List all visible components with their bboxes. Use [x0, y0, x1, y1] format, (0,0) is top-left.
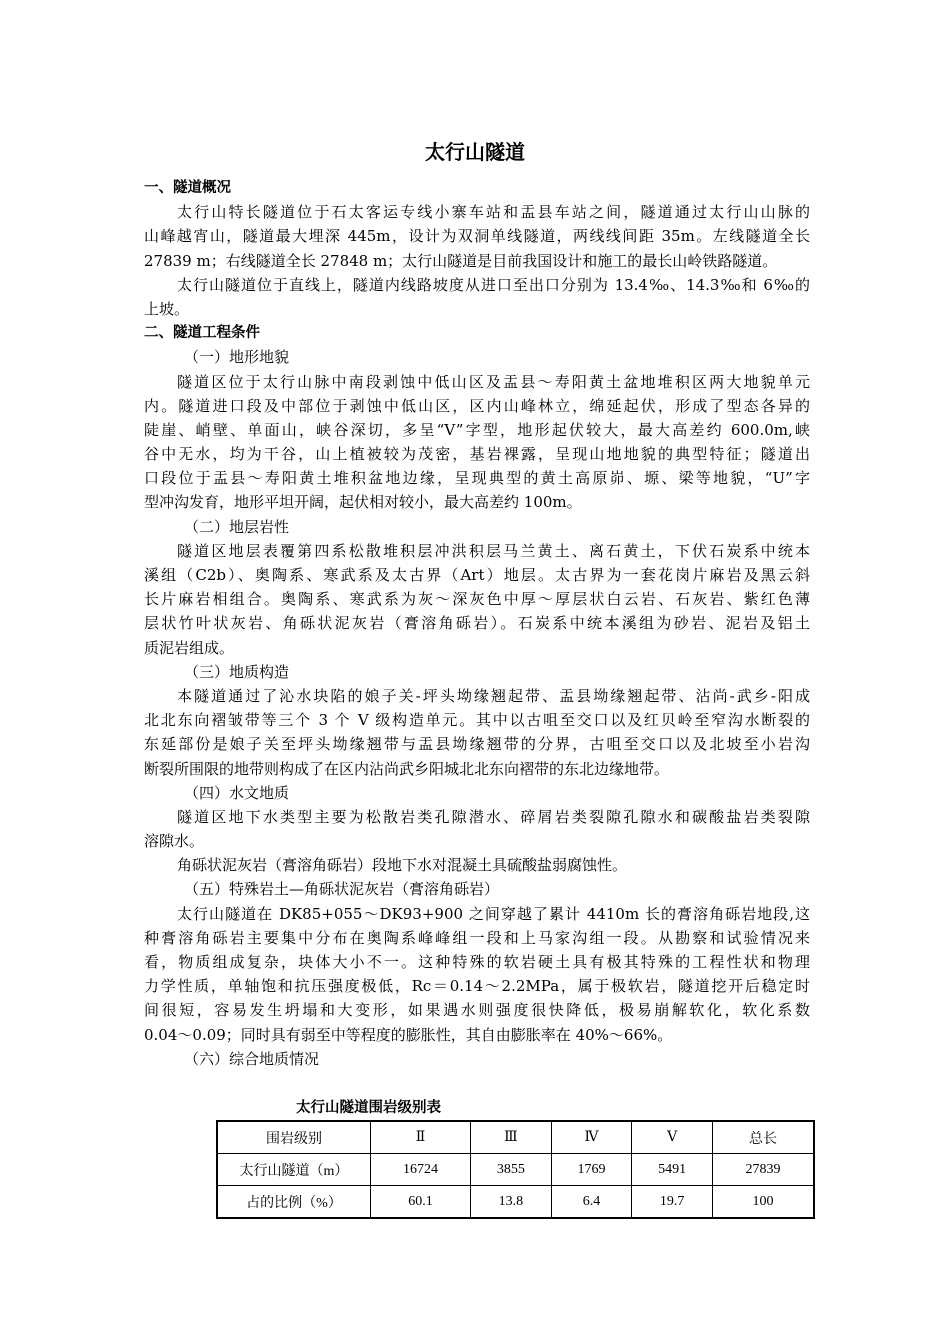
table-cell: 6.4	[551, 1186, 632, 1219]
paragraph-line: 陡崖、峭壁、单面山，峡谷深切，多呈“V”字型，地形起伏较大，最大高差约 600.0m,峡	[144, 420, 810, 439]
table-cell: 27839	[712, 1154, 814, 1186]
paragraph-line: 隧道区地下水类型主要为松散岩类孔隙潜水、碎屑岩类裂隙孔隙水和碳酸盐岩类裂隙	[177, 807, 810, 826]
paragraph-line: 种膏溶角砾岩主要集中分布在奥陶系峰峰组一段和上马家沟组一段。从勘察和试验情况来	[144, 928, 810, 947]
paragraph-line: 东延部份是娘子关至坪头坳缘翘带与盂县坳缘翘带的分界，古咀至交口以及北坡至小岩沟	[144, 735, 810, 754]
document-body	[144, 176, 810, 1071]
paragraph-line: 质泥岩组成。	[144, 638, 235, 657]
paragraph-line: 角砾状泥灰岩（膏溶角砾岩）段地下水对混凝土具硫酸盐弱腐蚀性。	[177, 856, 628, 875]
table-cell: 1769	[551, 1154, 632, 1186]
table-header-cell: 围岩级别	[217, 1121, 371, 1154]
paragraph-line: 看，物质组成复杂，块体大小不一。这种特殊的软岩硬土具有极其特殊的工程性状和物理	[144, 953, 810, 971]
table-cell: 3855	[471, 1154, 552, 1186]
subsection-heading: （一）地形地貌	[184, 348, 290, 367]
paragraph-line: 27839 m；右线隧道全长 27848 m；太行山隧道是目前我国设计和施工的最长山岭铁路隧道。	[144, 251, 778, 270]
rock-grade-table	[216, 1120, 815, 1219]
table-cell: 13.8	[471, 1186, 552, 1219]
paragraph-line: 力学性质，单轴饱和抗压强度极低，Rc＝0.14～2.2MPa，属于极软岩，隧道挖开后稳定时	[144, 977, 810, 996]
paragraph-line: 内。隧道进口段及中部位于剥蚀中低山区，区内山峰林立，绵延起伏，形成了型态各异的	[144, 396, 810, 415]
table-cell: 5491	[632, 1154, 713, 1186]
table-header-cell: 总长	[712, 1121, 814, 1154]
paragraph-line: 断裂所围限的地带则构成了在区内沾尚武乡阳城北北东向褶带的东北边缘地带。	[144, 759, 670, 778]
paragraph-line: 溶隙水。	[144, 832, 205, 851]
section-heading: 二、隧道工程条件	[144, 325, 260, 342]
table-caption: 太行山隧道围岩级别表	[296, 1100, 441, 1116]
subsection-heading: （四）水文地质	[184, 783, 290, 802]
paragraph-line: 型冲沟发育，地形平坦开阔，起伏相对较小，最大高差约 100m。	[144, 493, 582, 512]
paragraph-line: 太行山隧道在 DK85+055～DK93+900 之间穿越了累计 4410m 长的膏溶角砾岩地段,这	[177, 904, 810, 923]
paragraph-line: 层状竹叶状灰岩、角砾状泥灰岩（膏溶角砾岩）。石炭系中统本溪组为砂岩、泥岩及铝土	[144, 614, 810, 633]
table-row	[217, 1186, 814, 1219]
table-cell: 太行山隧道（m）	[217, 1154, 371, 1186]
subsection-heading: （三）地质构造	[184, 662, 290, 681]
document-title: 太行山隧道	[425, 140, 525, 164]
table-header-cell: Ⅳ	[551, 1121, 632, 1154]
paragraph-line: 间很短，容易发生坍塌和大变形，如果遇水则强度很快降低，极易崩解软化，软化系数	[144, 1001, 810, 1020]
paragraph-line: 北北东向褶皱带等三个 3 个 V 级构造单元。其中以古咀至交口以及红贝岭至窄沟水断裂的	[144, 711, 810, 730]
table-header-row	[217, 1121, 814, 1154]
table-cell: 100	[712, 1186, 814, 1219]
table-header-cell: Ⅱ	[371, 1121, 471, 1154]
table-header-cell: Ⅴ	[632, 1121, 713, 1154]
paragraph-line: 长片麻岩相组合。奥陶系、寒武系为灰～深灰色中厚～厚层状白云岩、石灰岩、紫红色薄	[144, 590, 810, 609]
paragraph-line: 太行山特长隧道位于石太客运专线小寨车站和盂县车站之间，隧道通过太行山山脉的	[177, 203, 810, 222]
paragraph-line: 上坡。	[144, 299, 190, 318]
paragraph-line: 谷中无水，均为干谷，山上植被较为茂密，基岩裸露，呈现山地地貌的典型特征；隧道出	[144, 445, 810, 464]
table-cell: 60.1	[371, 1186, 471, 1219]
paragraph-line: 太行山隧道位于直线上，隧道内线路坡度从进口至出口分别为 13.4‰、14.3‰和 6‰的	[177, 275, 810, 294]
table-header-cell: Ⅲ	[471, 1121, 552, 1154]
table-row	[217, 1154, 814, 1186]
table-cell: 16724	[371, 1154, 471, 1186]
section-heading: 一、隧道概况	[144, 180, 231, 196]
subsection-heading: （六）综合地质情况	[184, 1049, 320, 1068]
paragraph-line: 山峰越宵山，隧道最大埋深 445m，设计为双洞单线隧道，两线线间距 35m。左线隧道全长	[144, 227, 810, 246]
paragraph-line: 口段位于盂县～寿阳黄土堆积盆地边缘，呈现典型的黄土高原峁、塬、梁等地貌，“U”字	[144, 469, 810, 488]
table-cell: 19.7	[632, 1186, 713, 1219]
subsection-heading: （二）地层岩性	[184, 517, 290, 536]
paragraph-line: 隧道区位于太行山脉中南段剥蚀中低山区及盂县～寿阳黄土盆地堆积区两大地貌单元	[177, 372, 810, 391]
paragraph-line: 溪组（C2b）、奥陶系、寒武系及太古界（Art）地层。太古界为一套花岗片麻岩及黑云斜	[144, 566, 810, 584]
paragraph-line: 本隧道通过了沁水块陷的娘子关-坪头坳缘翘起带、盂县坳缘翘起带、沾尚-武乡-阳成	[177, 686, 810, 705]
table-cell: 占的比例（%）	[217, 1186, 371, 1219]
paragraph-line: 隧道区地层表覆第四系松散堆积层冲洪积层马兰黄土、离石黄土，下伏石炭系中统本	[177, 541, 810, 560]
paragraph-line: 0.04～0.09；同时具有弱至中等程度的膨胀性，其自由膨胀率在 40%～66%。	[144, 1025, 673, 1044]
subsection-heading: （五）特殊岩土—角砾状泥灰岩（膏溶角砾岩）	[184, 880, 500, 899]
